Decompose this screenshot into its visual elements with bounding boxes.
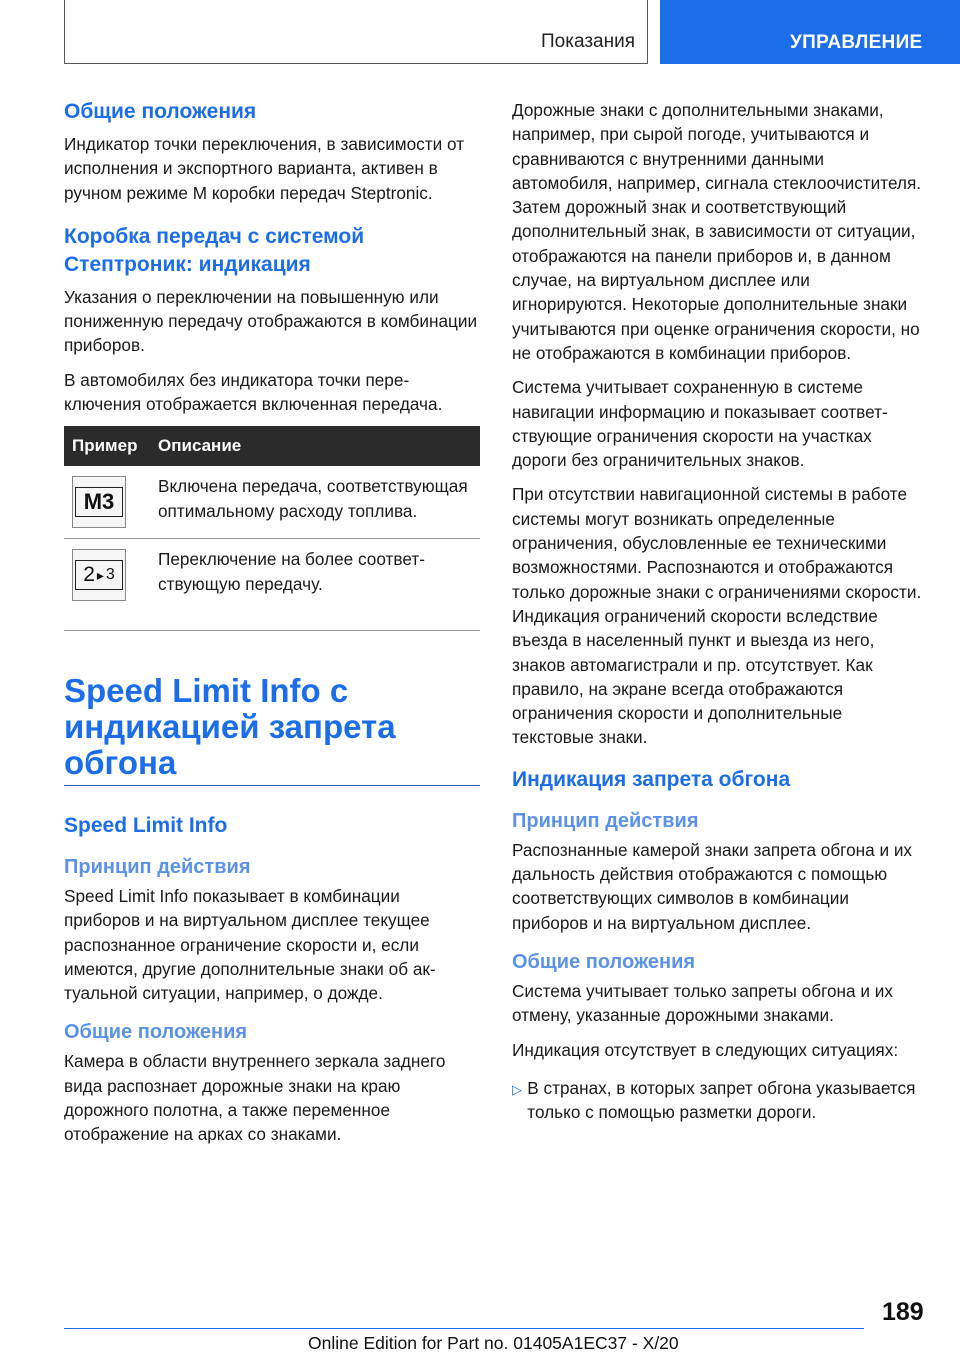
table-header-example: Пример <box>64 426 150 466</box>
right-column <box>512 98 928 1124</box>
paragraph-navigation: Система учитывает сохраненную в системе навигации информацию и показывает соответствующие ограничения скорости на участках дороги без ограничительных знаков. <box>512 377 888 471</box>
gear-m3-label: M3 <box>75 487 123 517</box>
list-item-text: В странах, в которых запрет обгона указывается только с помощью разметки дороги. <box>527 1077 916 1123</box>
gear-display-icon <box>72 476 126 528</box>
heading-speed-limit-info: Speed Limit Info <box>64 813 228 837</box>
header-section-title: Показания <box>541 31 635 52</box>
heading-gearbox: Коробка передач с системой Стептроник: индикация <box>64 224 365 276</box>
gear-indicator-table <box>64 426 480 631</box>
table-row <box>64 466 480 539</box>
gear-shift-icon <box>72 549 126 601</box>
paragraph-gearbox-1: Указания о переключении на повышенную или пониженную передачу отображаются в комбинации приборов. <box>64 286 478 356</box>
heading-general-right: Общие положения <box>512 950 696 973</box>
paragraph-principle: Speed Limit Info показывает в комбинации приборов и на виртуальном дисплее текущее распознанное ограничение скорости и, если имеются, другие дополнительные знаки об актуальной ситуации, например, о дожде. <box>64 885 436 1004</box>
heading-general: Общие положения <box>64 100 257 123</box>
table-cell-description: Переключение на более соответствующую передачу. <box>150 539 480 631</box>
chapter-heading: Speed Limit Info с индикацией запрета обгона <box>64 671 396 781</box>
footer-edition: Online Edition for Part no. 01405A1EC37 - X/20 <box>308 1333 679 1353</box>
heading-no-passing: Индикация запрета обгона <box>512 767 791 791</box>
left-column <box>64 98 480 1157</box>
chapter-heading-block <box>64 631 480 786</box>
footer-divider <box>64 1328 864 1329</box>
paragraph-general: Индикатор точки переключения, в зависимости от исполнения и экспортного варианта, активен в ручном режиме М коробки передач Steptronic. <box>64 134 465 203</box>
table-row <box>64 539 480 631</box>
paragraph-no-navigation: При отсутствии навигационной системы в работе системы могут возникать определенные ограничения, обусловленные ее техническими возможностями. Распознаются и отображаются только дорожные знаки с ограничениями скорости. Индикация ограничений скорости вследствие въезда в населенный пункт и выезда из него, знаков автомагистрали и пр. отсутствует. Как правило, на экране всегда отображаются ограничения скорости и дополнительные текстовые знаки. <box>512 484 922 748</box>
table-cell-icon <box>64 466 150 539</box>
list-item <box>512 1076 928 1125</box>
paragraph-gearbox-2: В автомобилях без индикатора точки переключения отображается включенная передача. <box>64 369 443 415</box>
gear-shift-display <box>75 560 123 590</box>
paragraph-principle-right: Распознанные камерой знаки запрета обгона и их дальность действия отображаются с помощью соответствующих символов в комбинации приборов и на виртуальном дисплее. <box>512 839 913 933</box>
table-cell-icon <box>64 539 150 631</box>
heading-general-2: Общие положения <box>64 1021 248 1044</box>
page-number: 189 <box>882 1298 924 1326</box>
paragraph-general-right-2: Индикация отсутствует в следующих ситуациях: <box>512 1039 899 1060</box>
paragraph-additional-signs: Дорожные знаки с дополнительными знаками, например, при сырой погоде, учитываются и сравниваются с внутренними данными автомобиля, например, сигнала стеклоочистителя. Затем дорожный знак и соответствующий дополнительный знак, в зависимости от ситуации, отображаются на панели приборов и, в данном случае, на виртуальном дисплее или игнорируются. Некоторые дополнительные знаки учитываются при оценке ограничения скорости, но не отображаются в комбинации приборов. <box>512 100 922 363</box>
arrow-right-icon: ▸ <box>96 567 104 584</box>
header-section-box <box>64 0 648 64</box>
paragraph-general-right-1: Система учитывает только запреты обгона и их отмену, указанные дорожными знаками. <box>512 980 893 1026</box>
heading-principle-right: Принцип действия <box>512 809 699 832</box>
header-chapter-tab <box>660 0 960 64</box>
header-chapter-title: УПРАВЛЕНИЕ <box>790 32 923 53</box>
triangle-bullet-icon: ▷ <box>512 1081 522 1097</box>
table-cell-description: Включена передача, соответствующая оптимальному расходу топлива. <box>150 466 480 539</box>
paragraph-general-2: Камера в области внутреннего зеркала заднего вида распознает дорожные знаки на краю дорожного полотна, а также переменное отображение на арках со знаками. <box>64 1051 446 1145</box>
gear-to-label: 3 <box>105 566 115 584</box>
table-header-description: Описание <box>150 426 480 466</box>
gear-from-label: 2 <box>83 563 95 587</box>
heading-principle: Принцип действия <box>64 855 251 878</box>
